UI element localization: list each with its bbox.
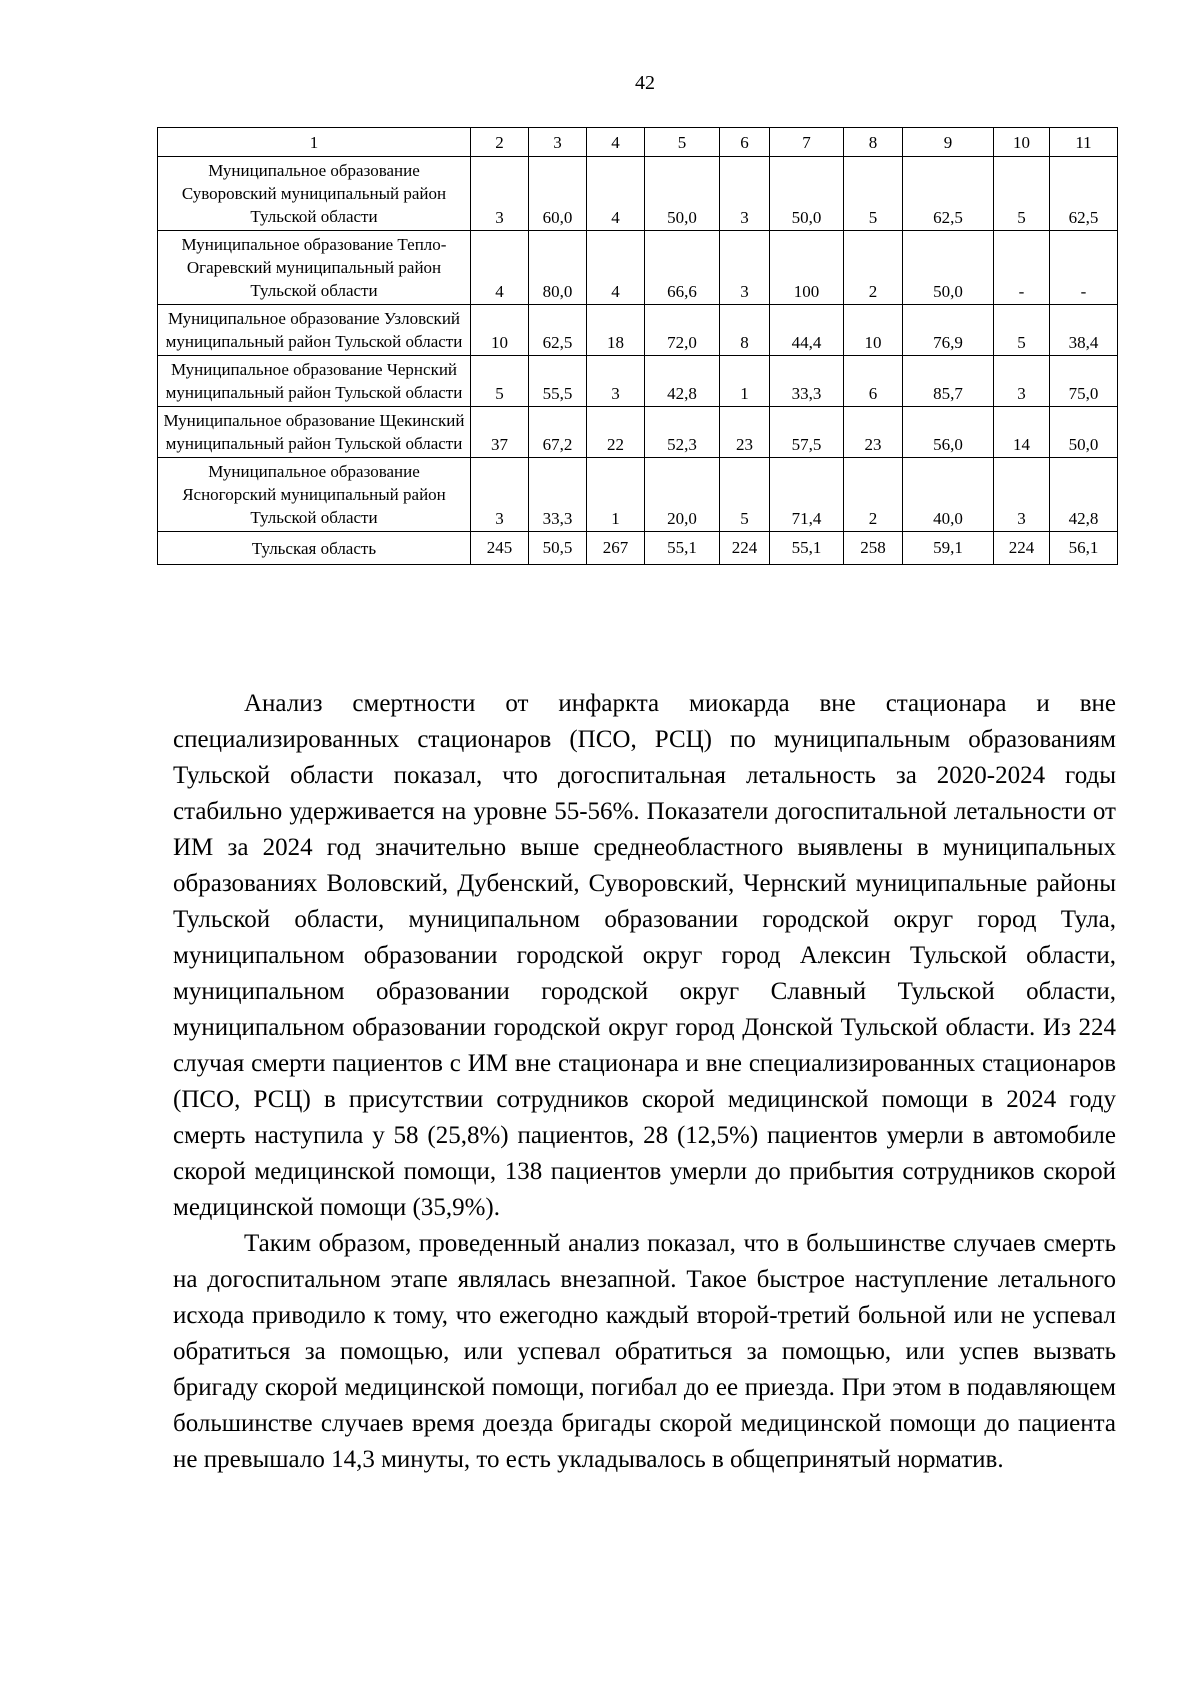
value-cell: 66,6 [645,231,720,305]
value-cell: 75,0 [1050,356,1118,407]
value-cell: 67,2 [529,407,587,458]
value-cell: 1 [587,458,645,532]
value-cell: 245 [471,532,529,565]
value-cell: 3 [471,157,529,231]
value-cell: 2 [844,231,903,305]
value-cell: 85,7 [903,356,994,407]
page-number: 42 [635,72,655,94]
value-cell: 23 [720,407,770,458]
value-cell: 22 [587,407,645,458]
value-cell: 42,8 [1050,458,1118,532]
value-cell: 3 [587,356,645,407]
value-cell: 60,0 [529,157,587,231]
header-cell: 8 [844,128,903,157]
value-cell: 3 [471,458,529,532]
value-cell: 42,8 [645,356,720,407]
body-text [173,686,1116,1478]
value-cell: 44,4 [770,305,844,356]
value-cell: 71,4 [770,458,844,532]
value-cell: 267 [587,532,645,565]
municipality-name: Муниципальное образование Щекинский муниципальный район Тульской области [158,407,471,458]
value-cell: 3 [720,157,770,231]
value-cell: 56,1 [1050,532,1118,565]
paragraph: Таким образом, проведенный анализ показал, что в большинстве случаев смерть на догоспитальном этапе являлась внезапной. Такое быстрое наступление летального исхода приводило к тому, что ежегодно каждый второй-третий больной или не успевал обратиться за помощью, или успевал обратиться за помощью, или успев вызвать бригаду скорой медицинской помощи, погибал до ее приезда. При этом в подавляющем большинстве случаев время доезда бригады скорой медицинской помощи до пациента не превышало 14,3 минуты, то есть укладывалось в общепринятый норматив. [173,1230,1116,1473]
value-cell: 10 [471,305,529,356]
value-cell: 5 [994,157,1050,231]
value-cell: 50,5 [529,532,587,565]
value-cell: 1 [720,356,770,407]
value-cell: 40,0 [903,458,994,532]
paragraph: Анализ смертности от инфаркта миокарда вне стационара и вне специализированных стационаров (ПСО, РСЦ) по муниципальным образованиям Тульской области показал, что догоспитальная летальность за 2020-2024 годы стабильно удерживается на уровне 55-56%. Показатели догоспитальной летальности от ИМ за 2024 год значительно выше среднеобластного выявлены в муниципальных образованиях Воловский, Дубенский, Суворовский, Чернский муниципальные районы Тульской области, муниципальном образовании городской округ город Тула, муниципальном образовании городской округ город Алексин Тульской области, муниципальном образовании городской округ Славный Тульской области, муниципальном образовании городской округ город Донской Тульской области. Из 224 случая смерти пациентов с ИМ вне стационара и вне специализированных стационаров (ПСО, РСЦ) в присутствии сотрудников скорой медицинской помощи в 2024 году смерть наступила у 58 (25,8%) пациентов, 28 (12,5%) пациентов умерли в автомобиле скорой медицинской помощи, 138 пациентов умерли до прибытия сотрудников скорой медицинской помощи (35,9%). [173,690,1116,1221]
header-cell: 9 [903,128,994,157]
value-cell: 5 [994,305,1050,356]
header-cell: 3 [529,128,587,157]
value-cell: 50,0 [770,157,844,231]
value-cell: 50,0 [645,157,720,231]
value-cell: 55,5 [529,356,587,407]
value-cell: 55,1 [645,532,720,565]
value-cell: 50,0 [1050,407,1118,458]
table-total-row [158,532,1118,565]
value-cell: 80,0 [529,231,587,305]
value-cell: 23 [844,407,903,458]
table-header-row [158,128,1118,157]
value-cell: 33,3 [770,356,844,407]
value-cell: 4 [471,231,529,305]
value-cell: 57,5 [770,407,844,458]
value-cell: - [994,231,1050,305]
table-row [158,231,1118,305]
value-cell: 52,3 [645,407,720,458]
value-cell: 3 [720,231,770,305]
value-cell: 4 [587,157,645,231]
value-cell: - [1050,231,1118,305]
header-cell: 1 [158,128,471,157]
value-cell: 10 [844,305,903,356]
value-cell: 8 [720,305,770,356]
municipality-name: Муниципальное образование Ясногорский муниципальный район Тульской области [158,458,471,532]
header-cell: 4 [587,128,645,157]
header-cell: 6 [720,128,770,157]
value-cell: 6 [844,356,903,407]
value-cell: 62,5 [1050,157,1118,231]
value-cell: 224 [720,532,770,565]
value-cell: 3 [994,458,1050,532]
table-row [158,157,1118,231]
value-cell: 59,1 [903,532,994,565]
municipality-name: Тульская область [158,532,471,565]
value-cell: 14 [994,407,1050,458]
value-cell: 37 [471,407,529,458]
table-row [158,305,1118,356]
header-cell: 11 [1050,128,1118,157]
value-cell: 72,0 [645,305,720,356]
value-cell: 224 [994,532,1050,565]
municipality-name: Муниципальное образование Тепло-Огаревский муниципальный район Тульской области [158,231,471,305]
municipality-name: Муниципальное образование Суворовский муниципальный район Тульской области [158,157,471,231]
value-cell: 50,0 [903,231,994,305]
value-cell: 20,0 [645,458,720,532]
value-cell: 3 [994,356,1050,407]
value-cell: 18 [587,305,645,356]
header-cell: 7 [770,128,844,157]
municipality-name: Муниципальное образование Узловский муниципальный район Тульской области [158,305,471,356]
value-cell: 62,5 [903,157,994,231]
value-cell: 258 [844,532,903,565]
value-cell: 38,4 [1050,305,1118,356]
value-cell: 4 [587,231,645,305]
value-cell: 55,1 [770,532,844,565]
value-cell: 33,3 [529,458,587,532]
value-cell: 2 [844,458,903,532]
header-cell: 5 [645,128,720,157]
mortality-table [157,127,1118,565]
value-cell: 62,5 [529,305,587,356]
table-row [158,407,1118,458]
header-cell: 2 [471,128,529,157]
value-cell: 76,9 [903,305,994,356]
value-cell: 5 [720,458,770,532]
table-row [158,458,1118,532]
value-cell: 100 [770,231,844,305]
table-row [158,356,1118,407]
header-cell: 10 [994,128,1050,157]
municipality-name: Муниципальное образование Чернский муниципальный район Тульской области [158,356,471,407]
value-cell: 5 [471,356,529,407]
value-cell: 56,0 [903,407,994,458]
value-cell: 5 [844,157,903,231]
